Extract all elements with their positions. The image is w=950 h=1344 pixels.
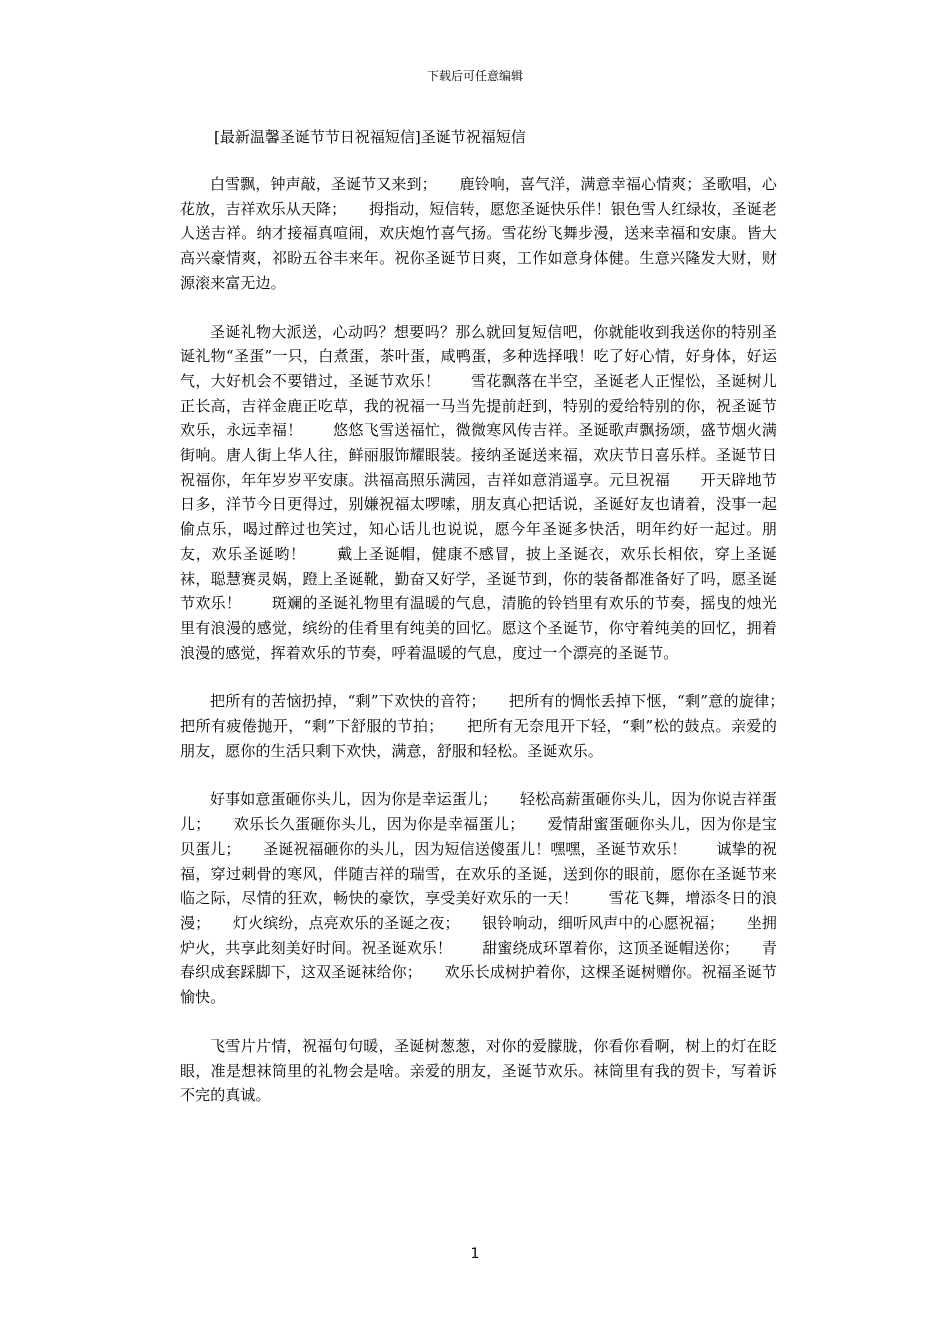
paragraph-1: 白雪飘，钟声敲，圣诞节又来到； 鹿铃响，喜气洋，满意幸福心情爽；圣歌唱，心花放，吉祥欢乐从天降； 拇指动，短信转，愿您圣诞快乐伴！银色雪人红绿妆，圣诞老人送吉祥。纳才接福真喧闹，欢庆炮竹喜气扬。雪花纷飞舞步漫，送来幸福和安康。皆大高兴豪情爽，祁盼五谷丰来年。祝你圣诞节日爽，工作如意身体健。生意兴隆发大财，财源滚来富无边。 [180, 175, 777, 292]
paragraph-4: 好事如意蛋砸你头儿，因为你是幸运蛋儿； 轻松高薪蛋砸你头儿，因为你说吉祥蛋儿； 欢乐长久蛋砸你头儿，因为你是幸福蛋儿； 爱情甜蜜蛋砸你头儿，因为你是宝贝蛋儿； 圣诞祝福砸你的头儿，因为短信送傻蛋儿！嘿嘿，圣诞节欢乐！ 诚挚的祝福，穿过刺骨的寒风，伴随吉祥的瑞雪，在欢乐的圣诞，送到你的眼前，愿你在圣诞节来临之际，尽情的狂欢，畅快的豪饮，享受美好欢乐的一天！ 雪花飞舞，增添冬日的浪漫； 灯火缤纷，点亮欢乐的圣诞之夜； 银铃响动，细听风声中的心愿祝福； 坐拥炉火，共享此刻美好时间。祝圣诞欢乐！ 甜蜜绕成环罩着你，这顶圣诞帽送你； 青春织成套踩脚下，这双圣诞袜给你； 欢乐长成树护着你，这棵圣诞树赠你。祝福圣诞节愉快。 [180, 790, 777, 1007]
paragraph-5: 飞雪片片情，祝福句句暖，圣诞树葱葱，对你的爱朦胧，你看你看啊，树上的灯在眨眼，准是想袜筒里的礼物会是啥。亲爱的朋友，圣诞节欢乐。袜筒里有我的贺卡，写着诉不完的真诚。 [180, 1036, 777, 1105]
document-title: [最新温馨圣诞节节日祝福短信]圣诞节祝福短信 [214, 128, 526, 146]
paragraph-3: 把所有的苦恼扔掉，“剩”下欢快的音符； 把所有的惆怅丢掉下惬，“剩”意的旋律； 把所有疲倦抛开，“剩”下舒服的节拍； 把所有无奈甩开下轻，“剩”松的鼓点。亲爱的朋友，愿你的生活只剩下欢快，满意，舒服和轻松。圣诞欢乐。 [180, 692, 808, 760]
paragraph-2: 圣诞礼物大派送，心动吗？想要吗？那么就回复短信吧，你就能收到我送你的特别圣诞礼物“圣蛋”一只，白煮蛋，茶叶蛋，咸鸭蛋，多种选择哦！吃了好心情，好身体，好运气，大好机会不要错过，圣诞节欢乐！ 雪花飘落在半空，圣诞老人正惺忪，圣诞树儿正长高，吉祥金鹿正吃草，我的祝福一马当先提前赶到，特别的爱给特别的你，祝圣诞节欢乐，永远幸福！ 悠悠飞雪送福忙，微微寒风传吉祥。圣诞歌声飘扬颂，盛节烟火满街响。唐人街上华人往，鲜丽服饰耀眼装。接纳圣诞送来福，欢庆节日喜乐样。圣诞节日祝福你，年年岁岁平安康。洪福高照乐满园，吉祥如意消遥享。元旦祝福 开天辟地节日多，洋节今日更得过，别嫌祝福太啰嗦，朋友真心把话说，圣诞好友也请着，没事一起偷点乐，喝过醉过也笑过，知心话儿也说说，愿今年圣诞多快活，明年约好一起过。朋友，欢乐圣诞哟！ 戴上圣诞帽，健康不感冒，披上圣诞衣，欢乐长相依，穿上圣诞袜，聪慧赛灵娲，蹬上圣诞靴，勤奋又好学，圣诞节到，你的装备都准备好了吗，愿圣诞节欢乐！ 斑斓的圣诞礼物里有温暖的气息，清脆的铃铛里有欢乐的节奏，摇曳的烛光里有浪漫的感觉，缤纷的佳肴里有纯美的回忆。愿这个圣诞节，你守着纯美的回忆，拥着浪漫的感觉，挥着欢乐的节奏，呼着温暖的气息，度过一个漂亮的圣诞节。 [180, 322, 777, 662]
page-number: 1 [470, 1246, 480, 1262]
document-body [180, 172, 808, 1132]
page-header: 下载后可任意编辑 [426, 69, 523, 83]
